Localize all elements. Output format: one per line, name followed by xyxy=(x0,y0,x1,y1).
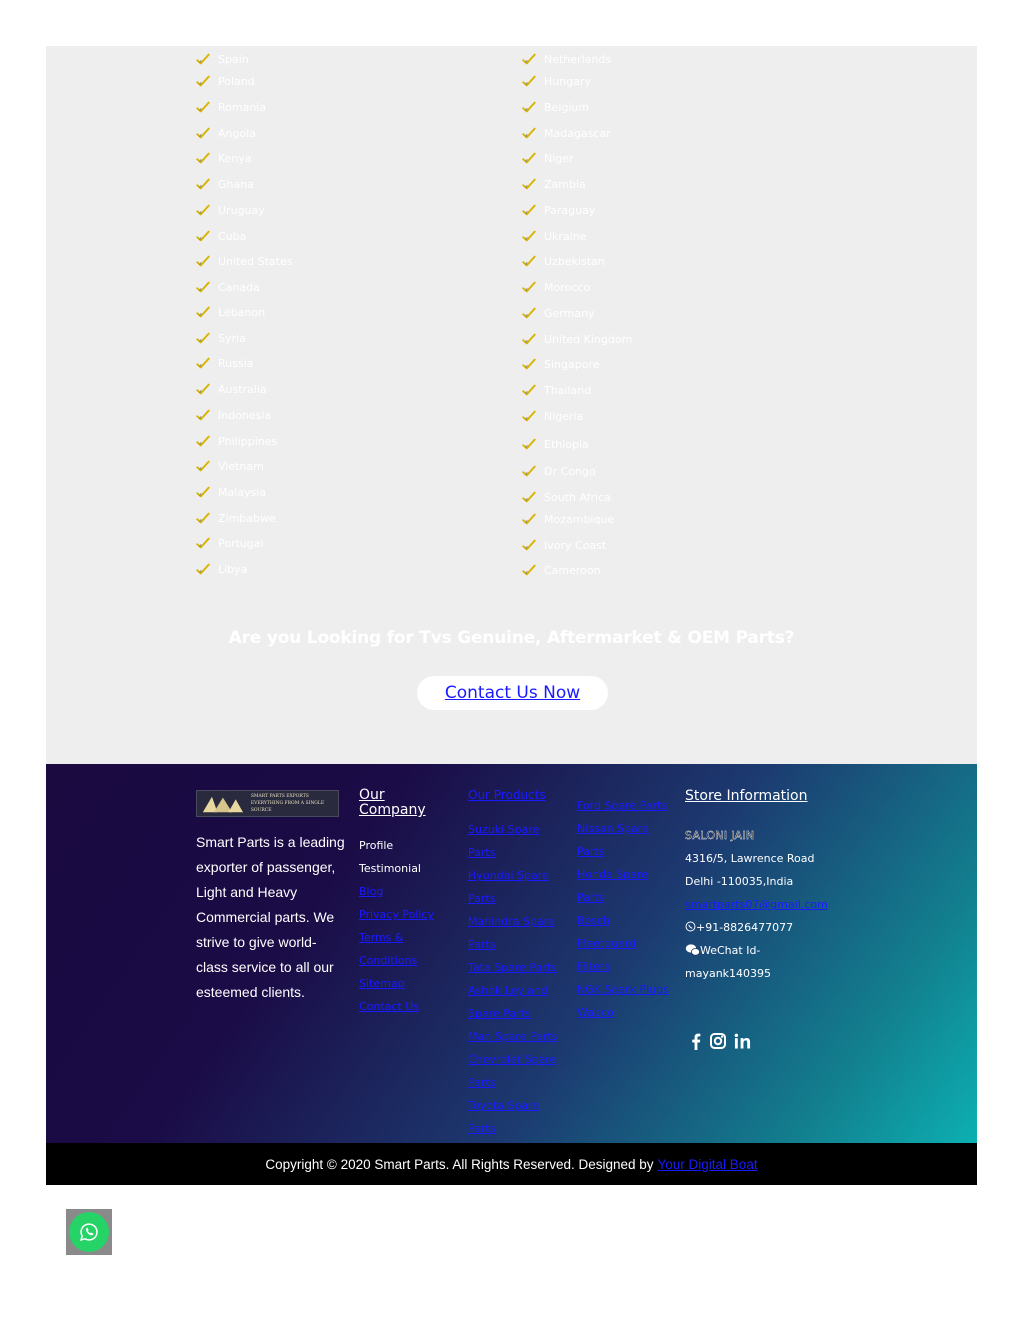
country-item xyxy=(196,483,266,501)
country-item xyxy=(196,50,249,68)
country-name: Poland xyxy=(218,74,255,88)
country-item xyxy=(522,462,596,480)
country-item xyxy=(196,509,276,527)
country-name: Belgium xyxy=(544,100,590,114)
linkedin-icon[interactable] xyxy=(732,1032,752,1050)
products-column-2 xyxy=(577,794,672,1024)
whatsapp-float-button[interactable] xyxy=(66,1209,112,1255)
country-item xyxy=(196,124,256,142)
country-item xyxy=(196,72,255,90)
cta-heading: Are you Looking for Tvs Genuine, Aftermarket & OEM Parts? xyxy=(228,628,795,648)
checkmark-icon xyxy=(522,512,536,526)
country-item xyxy=(522,536,606,554)
product-link-man-spare-parts[interactable]: Man Spare Parts xyxy=(468,1030,558,1043)
checkmark-icon xyxy=(196,459,210,473)
products-links-col1 xyxy=(468,818,563,1140)
checkmark-icon xyxy=(196,280,210,294)
social-links xyxy=(688,1032,752,1050)
checkmark-icon xyxy=(522,100,536,114)
copyright-bar xyxy=(46,1143,977,1185)
checkmark-icon xyxy=(522,74,536,88)
checkmark-icon xyxy=(196,511,210,525)
product-link-mahindra-spare-parts[interactable]: Mahindra Spare Parts xyxy=(468,915,555,951)
store-phone-number: +91-8826477077 xyxy=(696,921,794,934)
country-item xyxy=(196,175,254,193)
country-item xyxy=(196,560,247,578)
product-link-ngk-spark-plugs[interactable]: NGK Spark Plugs xyxy=(577,983,669,996)
country-name: Ukraine xyxy=(544,229,587,243)
checkmark-icon xyxy=(196,331,210,345)
checkmark-icon xyxy=(522,254,536,268)
country-name: Spain xyxy=(218,52,249,66)
logo-title: SMART PARTS EXPORTS xyxy=(250,794,309,799)
site-footer xyxy=(46,764,977,1143)
checkmark-icon xyxy=(522,490,536,504)
country-name: United States xyxy=(218,254,293,268)
country-name: Netherlands xyxy=(544,52,612,66)
product-link-hyundai-spare-parts[interactable]: Hyundai Spare Parts xyxy=(468,869,549,905)
country-name: Singapore xyxy=(544,357,600,371)
country-item xyxy=(522,72,591,90)
country-item xyxy=(522,561,601,579)
checkmark-icon xyxy=(522,538,536,552)
store-address-line2: Delhi -110035,India xyxy=(685,875,794,888)
country-name: Ivory Coast xyxy=(544,538,607,552)
product-link-tata-spare-parts[interactable]: Tata Spare Parts xyxy=(468,961,557,974)
country-name: Nigeria xyxy=(544,409,584,423)
checkmark-icon xyxy=(196,203,210,217)
country-name: Dr Congo xyxy=(544,464,596,478)
country-name: Australia xyxy=(218,382,267,396)
whatsapp-small-icon xyxy=(685,921,696,932)
country-item xyxy=(522,278,590,296)
country-item xyxy=(522,304,595,322)
product-link-fleetguard-filters[interactable]: Fleetguard Filters xyxy=(577,937,637,973)
country-item xyxy=(522,488,611,506)
country-item xyxy=(196,380,267,398)
company-description: Smart Parts is a leading exporter of passenger, Light and Heavy Commercial parts. We strive to give world-class service to all our esteemed clients. xyxy=(196,834,345,1000)
product-link-toyota-spare-parts[interactable]: Toyota Spare Parts xyxy=(468,1099,540,1135)
checkmark-icon xyxy=(196,100,210,114)
country-item xyxy=(522,227,586,245)
checkmark-icon xyxy=(522,151,536,165)
checkmark-icon xyxy=(522,306,536,320)
store-email-link[interactable]: smartparts07@gmail.com xyxy=(685,898,828,911)
checkmark-icon xyxy=(196,52,210,66)
country-name: South Africa xyxy=(544,490,611,504)
wechat-label: WeChat Id- xyxy=(700,944,761,957)
store-phone xyxy=(685,916,835,939)
designer-link[interactable]: Your Digital Boat xyxy=(657,1156,758,1172)
country-name: Lebanon xyxy=(218,305,266,319)
country-name: Mozambique xyxy=(544,512,615,526)
country-item xyxy=(522,98,589,116)
checkmark-icon xyxy=(196,434,210,448)
checkmark-icon xyxy=(522,177,536,191)
checkmark-icon xyxy=(196,126,210,140)
countries-section xyxy=(46,46,977,764)
country-name: Vietnam xyxy=(218,459,264,473)
store-information-heading: Store Information xyxy=(685,788,808,804)
logo-tagline: EVERYTHING FROM A SINGLE SOURCE xyxy=(250,801,325,813)
country-item xyxy=(522,355,600,373)
checkmark-icon xyxy=(196,177,210,191)
country-name: Zimbabwe xyxy=(218,511,276,525)
country-name: Morocco xyxy=(544,280,591,294)
country-name: Cameroon xyxy=(544,563,601,577)
country-item xyxy=(522,510,614,528)
logo-mark-icon xyxy=(201,793,245,815)
country-name: Ghana xyxy=(218,177,254,191)
footer-logo[interactable] xyxy=(196,790,339,817)
store-owner-name: SALONI JAIN xyxy=(685,829,755,842)
checkmark-icon xyxy=(196,74,210,88)
country-name: Ethiopia xyxy=(544,437,589,451)
our-company-heading: Our Company xyxy=(359,787,426,818)
checkmark-icon xyxy=(522,332,536,346)
country-item xyxy=(196,534,264,552)
country-name: Angola xyxy=(218,126,257,140)
checkmark-icon xyxy=(522,409,536,423)
checkmark-icon xyxy=(522,280,536,294)
country-item xyxy=(196,406,271,424)
checkmark-icon xyxy=(522,52,536,66)
country-name: Hungary xyxy=(544,74,591,88)
country-item xyxy=(522,252,605,270)
checkmark-icon xyxy=(522,437,536,451)
country-name: Philippines xyxy=(218,434,278,448)
country-name: Russia xyxy=(218,356,254,370)
store-information xyxy=(685,788,835,985)
country-name: Madagascar xyxy=(544,126,611,140)
checkmark-icon xyxy=(196,356,210,370)
checkmark-icon xyxy=(522,464,536,478)
product-link-chevrolet-spare-parts[interactable]: Chevrolet Spare Parts xyxy=(468,1053,557,1089)
whatsapp-icon xyxy=(79,1222,99,1242)
country-item xyxy=(196,252,293,270)
country-item xyxy=(196,303,265,321)
product-link-ashok-leyland-spare-parts[interactable]: Ashok Leyland Spare Parts xyxy=(468,984,548,1020)
our-products-heading[interactable]: Our Products xyxy=(468,788,546,802)
country-item xyxy=(522,407,583,425)
instagram-icon[interactable] xyxy=(710,1032,726,1050)
country-name: Romania xyxy=(218,100,267,114)
checkmark-icon xyxy=(196,305,210,319)
wechat-icon xyxy=(685,944,700,956)
country-name: Malaysia xyxy=(218,485,267,499)
checkmark-icon xyxy=(196,485,210,499)
footer-link-sitemap[interactable]: Sitemap xyxy=(359,977,405,990)
country-item xyxy=(196,457,264,475)
store-wechat xyxy=(685,939,835,962)
country-item xyxy=(196,201,265,219)
checkmark-icon xyxy=(522,357,536,371)
copyright-text: Copyright © 2020 Smart Parts. All Rights Reserved. Designed by xyxy=(265,1156,654,1172)
country-item xyxy=(522,201,595,219)
country-name: Libya xyxy=(218,562,248,576)
country-item xyxy=(196,354,253,372)
country-item xyxy=(196,227,246,245)
country-name: Portugal xyxy=(218,536,264,550)
country-item xyxy=(522,124,611,142)
country-name: Uruguay xyxy=(218,203,265,217)
facebook-icon[interactable] xyxy=(688,1032,704,1050)
country-name: Uzbekistan xyxy=(544,254,605,268)
product-link-ford-spare-parts[interactable]: Ford Spare Parts xyxy=(577,799,668,812)
country-item xyxy=(522,435,589,453)
country-name: Paraguay xyxy=(544,203,596,217)
country-name: Indonesia xyxy=(218,408,272,422)
country-item xyxy=(522,50,611,68)
country-item xyxy=(196,149,252,167)
products-links-col2 xyxy=(577,794,672,1024)
checkmark-icon xyxy=(522,203,536,217)
footer-link-contact-us[interactable]: Contact Us xyxy=(359,1000,420,1013)
country-item xyxy=(522,330,632,348)
country-item xyxy=(522,381,591,399)
country-name: Niger xyxy=(544,151,574,165)
country-name: Zambia xyxy=(544,177,586,191)
checkmark-icon xyxy=(196,151,210,165)
country-item xyxy=(196,329,246,347)
checkmark-icon xyxy=(196,229,210,243)
wechat-id: mayank140395 xyxy=(685,967,772,980)
footer-link-profile[interactable]: Profile xyxy=(359,839,394,852)
checkmark-icon xyxy=(196,536,210,550)
country-name: Cuba xyxy=(218,229,247,243)
product-link-nissan-spare-parts[interactable]: Nissan Spare Parts xyxy=(577,822,649,858)
checkmark-icon xyxy=(522,126,536,140)
product-link-bosch[interactable]: Bosch xyxy=(577,914,611,927)
checkmark-icon xyxy=(196,382,210,396)
company-links xyxy=(359,834,449,1018)
product-link-wabco[interactable]: Wabco xyxy=(577,1006,614,1019)
country-item xyxy=(196,432,277,450)
country-item xyxy=(522,175,586,193)
country-item xyxy=(196,98,266,116)
footer-link-testimonial[interactable]: Testimonial xyxy=(359,862,421,875)
country-name: Canada xyxy=(218,280,260,294)
country-item xyxy=(522,149,574,167)
checkmark-icon xyxy=(522,563,536,577)
country-name: Kenya xyxy=(218,151,252,165)
store-address-line1: 4316/5, Lawrence Road xyxy=(685,852,815,865)
contact-us-now-button[interactable]: Contact Us Now xyxy=(417,676,608,710)
product-link-honda-spare-parts[interactable]: Honda Spare Parts xyxy=(577,868,648,904)
footer-link-privacy-policy[interactable]: Privacy Policy xyxy=(359,908,434,921)
checkmark-icon xyxy=(196,254,210,268)
footer-link-terms-and-conditions[interactable]: Terms & Conditions xyxy=(359,931,418,967)
checkmark-icon xyxy=(196,562,210,576)
country-name: United Kingdom xyxy=(544,332,633,346)
our-products-column xyxy=(468,788,563,1140)
product-link-suzuki-spare-parts[interactable]: Suzuki Spare Parts xyxy=(468,823,540,859)
footer-link-blog[interactable]: Blog xyxy=(359,885,384,898)
country-name: Thailand xyxy=(544,383,592,397)
checkmark-icon xyxy=(196,408,210,422)
checkmark-icon xyxy=(522,229,536,243)
country-name: Germany xyxy=(544,306,595,320)
checkmark-icon xyxy=(522,383,536,397)
country-name: Syria xyxy=(218,331,246,345)
our-company-column xyxy=(359,788,449,1018)
country-item xyxy=(196,278,260,296)
